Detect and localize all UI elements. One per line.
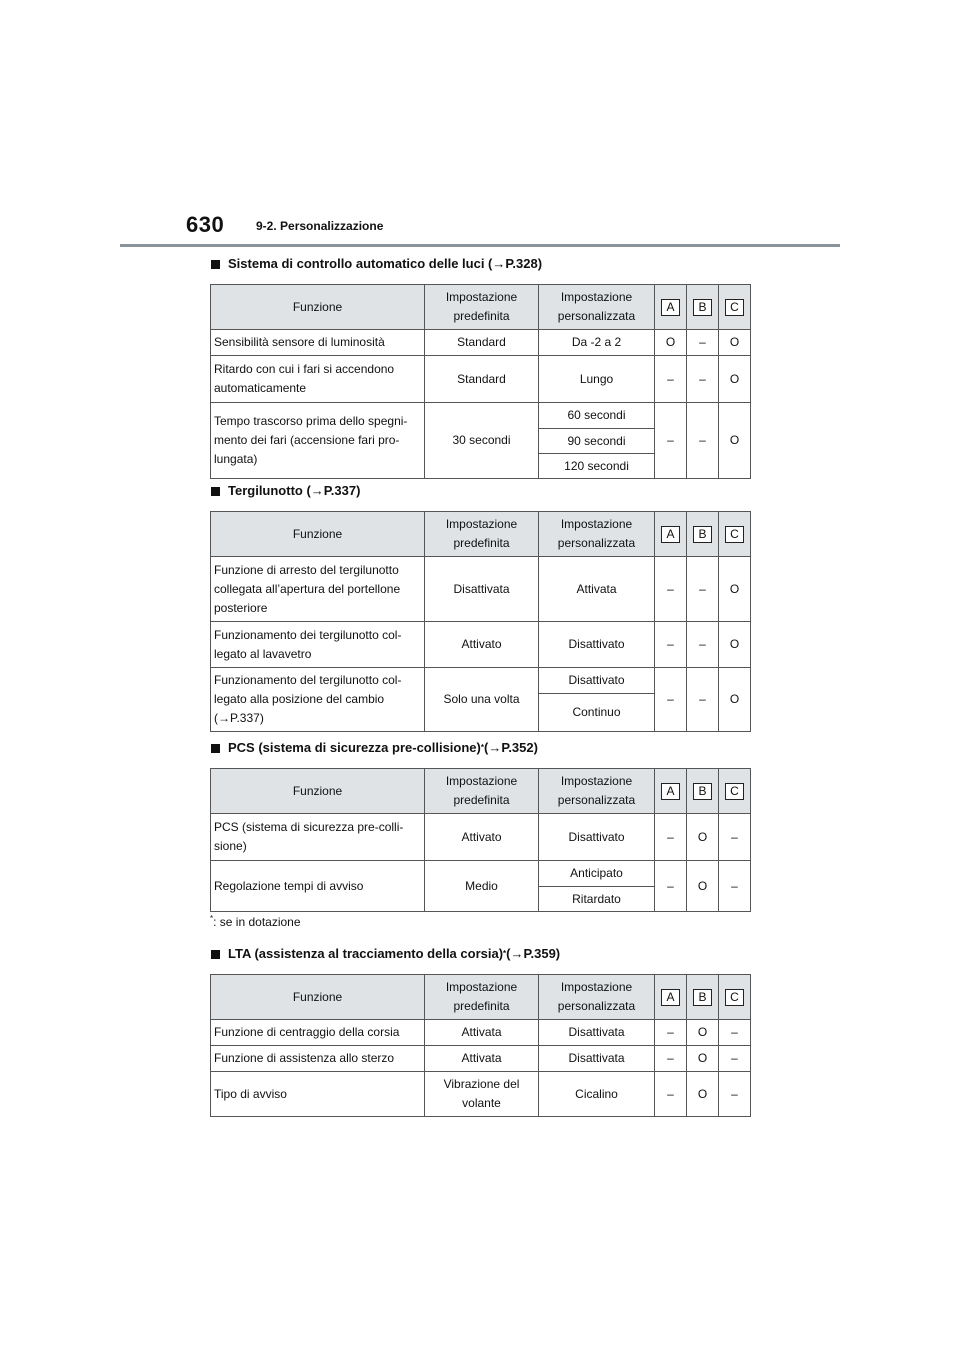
cell-b: O	[687, 1072, 719, 1117]
key-b-icon: B	[693, 526, 712, 543]
table-row	[211, 403, 751, 429]
table-row	[211, 622, 751, 668]
cell-funzione: Funzione di assistenza allo sterzo	[211, 1046, 425, 1072]
header-rule	[120, 244, 840, 247]
cell-personalizzata: Lungo	[539, 356, 655, 403]
section-title	[210, 738, 750, 758]
cell-personalizzata: Ritardato	[539, 887, 655, 912]
cell-b: O	[687, 1046, 719, 1072]
header-predefinita: Impostazione predefinita	[425, 769, 539, 814]
cell-predefinita: Vibrazione del volante	[425, 1072, 539, 1117]
table-row	[211, 668, 751, 694]
page-number: 630	[186, 212, 225, 237]
header-c	[719, 285, 751, 330]
table-row	[211, 1072, 751, 1117]
header-c	[719, 512, 751, 557]
cell-personalizzata: Disattivato	[539, 814, 655, 861]
section-title	[210, 481, 750, 501]
cell-a: –	[655, 861, 687, 912]
section-title-text: Sistema di controllo automatico delle luci (	[228, 256, 493, 271]
key-a-icon: A	[661, 989, 680, 1006]
key-c-icon: C	[725, 526, 744, 543]
section-title-text: LTA (assistenza al tracciamento della corsia)	[228, 946, 504, 961]
cell-personalizzata: Attivata	[539, 557, 655, 622]
cell-c: –	[719, 861, 751, 912]
cell-personalizzata: Da -2 a 2	[539, 330, 655, 356]
cell-personalizzata: Disattivata	[539, 1046, 655, 1072]
cell-personalizzata: Disattivato	[539, 622, 655, 668]
settings-table	[210, 768, 751, 912]
cell-b: –	[687, 668, 719, 732]
cell-funzione: Tempo trascorso prima dello spegni- mento dei fari (accensione fari pro- lungata)	[211, 403, 425, 479]
cell-funzione: Funzione di centraggio della corsia	[211, 1020, 425, 1046]
page-reference-link[interactable]: P.337)	[323, 483, 361, 498]
footnote-marker: *	[503, 949, 507, 958]
header-b	[687, 285, 719, 330]
cell-b: –	[687, 403, 719, 479]
cell-funzione: Ritardo con cui i fari si accendono automaticamente	[211, 356, 425, 403]
cell-predefinita: Standard	[425, 330, 539, 356]
cell-a: –	[655, 403, 687, 479]
page-reference-link[interactable]: P.352)	[501, 740, 538, 755]
key-a-icon: A	[661, 783, 680, 800]
key-a-icon: A	[661, 526, 680, 543]
table-header-row	[211, 769, 751, 814]
cell-b: –	[687, 622, 719, 668]
cell-personalizzata: 90 secondi	[539, 429, 655, 454]
arrow-right-icon: →	[510, 946, 524, 961]
cell-c: –	[719, 1020, 751, 1046]
header-funzione: Funzione	[211, 975, 425, 1020]
key-c-icon: C	[725, 299, 744, 316]
section-tergilunotto	[210, 481, 750, 732]
header-personalizzata: Impostazione personalizzata	[539, 285, 655, 330]
key-c-icon: C	[725, 989, 744, 1006]
key-b-icon: B	[693, 299, 712, 316]
cell-c: –	[719, 1046, 751, 1072]
cell-predefinita: Attivata	[425, 1020, 539, 1046]
table-row	[211, 557, 751, 622]
header-a	[655, 512, 687, 557]
header-predefinita: Impostazione predefinita	[425, 975, 539, 1020]
cell-a: –	[655, 557, 687, 622]
arrow-right-icon: →	[218, 711, 230, 725]
cell-a: –	[655, 1072, 687, 1117]
bullet-square-icon	[211, 260, 220, 269]
cell-funzione: Funzione di arresto del tergilunotto collegata all’apertura del portellone posteriore	[211, 557, 425, 622]
cell-funzione: Funzionamento dei tergilunotto col- legato al lavavetro	[211, 622, 425, 668]
footnote-marker: *	[210, 914, 214, 923]
cell-c: –	[719, 1072, 751, 1117]
settings-table	[210, 511, 751, 732]
table-header-row	[211, 975, 751, 1020]
cell-a: –	[655, 1046, 687, 1072]
cell-b: –	[687, 356, 719, 403]
arrow-right-icon: →	[492, 256, 506, 271]
cell-predefinita: Attivata	[425, 1046, 539, 1072]
header-a	[655, 285, 687, 330]
header-b	[687, 769, 719, 814]
cell-predefinita: Disattivata	[425, 557, 539, 622]
header-c	[719, 769, 751, 814]
cell-personalizzata: Disattivata	[539, 1020, 655, 1046]
cell-c: O	[719, 330, 751, 356]
footnote-marker: *	[480, 743, 484, 752]
header-b	[687, 512, 719, 557]
header-funzione: Funzione	[211, 769, 425, 814]
section-lta	[210, 944, 750, 1117]
header-a	[655, 975, 687, 1020]
cell-predefinita: Medio	[425, 861, 539, 912]
cell-funzione: PCS (sistema di sicurezza pre-colli- sione)	[211, 814, 425, 861]
cell-c: –	[719, 814, 751, 861]
cell-b: O	[687, 861, 719, 912]
cell-funzione: Tipo di avviso	[211, 1072, 425, 1117]
key-a-icon: A	[661, 299, 680, 316]
cell-a: –	[655, 814, 687, 861]
key-c-icon: C	[725, 783, 744, 800]
cell-personalizzata: Disattivato	[539, 668, 655, 694]
page-reference-link: P.337)	[230, 711, 264, 725]
section-title-text: (	[483, 740, 489, 755]
cell-c: O	[719, 403, 751, 479]
cell-personalizzata: 60 secondi	[539, 403, 655, 429]
cell-predefinita: Standard	[425, 356, 539, 403]
cell-b: O	[687, 814, 719, 861]
cell-funzione: Funzionamento del tergilunotto col- legato alla posizione del cambio (→P.337)	[211, 668, 425, 732]
section-title-text: PCS (sistema di sicurezza pre-collisione)	[228, 740, 481, 755]
header-personalizzata: Impostazione personalizzata	[539, 975, 655, 1020]
footnote	[210, 914, 301, 929]
cell-predefinita: 30 secondi	[425, 403, 539, 479]
header-b	[687, 975, 719, 1020]
chapter-title: 9-2. Personalizzazione	[256, 219, 384, 233]
key-b-icon: B	[693, 783, 712, 800]
cell-a: O	[655, 330, 687, 356]
cell-personalizzata: Continuo	[539, 694, 655, 732]
cell-a: –	[655, 622, 687, 668]
table-row	[211, 814, 751, 861]
cell-predefinita: Attivato	[425, 814, 539, 861]
arrow-right-icon: →	[488, 740, 502, 755]
table-row	[211, 1020, 751, 1046]
footnote-text: : se in dotazione	[213, 915, 301, 929]
cell-c: O	[719, 557, 751, 622]
section-title-text: Tergilunotto (	[228, 483, 311, 498]
header-c	[719, 975, 751, 1020]
header-predefinita: Impostazione predefinita	[425, 512, 539, 557]
settings-table	[210, 974, 751, 1117]
cell-c: O	[719, 668, 751, 732]
section-luci	[210, 254, 750, 479]
header-personalizzata: Impostazione personalizzata	[539, 769, 655, 814]
table-header-row	[211, 285, 751, 330]
page-reference-link[interactable]: P.359)	[523, 946, 561, 961]
cell-b: –	[687, 557, 719, 622]
header-predefinita: Impostazione predefinita	[425, 285, 539, 330]
cell-personalizzata: Cicalino	[539, 1072, 655, 1117]
table-header-row	[211, 512, 751, 557]
cell-a: –	[655, 1020, 687, 1046]
section-title	[210, 944, 750, 964]
bullet-square-icon	[211, 744, 220, 753]
settings-table	[210, 284, 751, 479]
table-row	[211, 356, 751, 403]
cell-funzione: Regolazione tempi di avviso	[211, 861, 425, 912]
page-reference-link[interactable]: P.328)	[505, 256, 543, 271]
header-funzione: Funzione	[211, 512, 425, 557]
key-b-icon: B	[693, 989, 712, 1006]
section-pcs	[210, 738, 750, 912]
cell-funzione: Sensibilità sensore di luminosità	[211, 330, 425, 356]
cell-c: O	[719, 622, 751, 668]
table-row	[211, 861, 751, 887]
header-a	[655, 769, 687, 814]
arrow-right-icon: →	[310, 483, 324, 498]
bullet-square-icon	[211, 950, 220, 959]
cell-b: –	[687, 330, 719, 356]
cell-predefinita: Attivato	[425, 622, 539, 668]
header-personalizzata: Impostazione personalizzata	[539, 512, 655, 557]
cell-personalizzata: 120 secondi	[539, 454, 655, 479]
header-funzione: Funzione	[211, 285, 425, 330]
cell-c: O	[719, 356, 751, 403]
bullet-square-icon	[211, 487, 220, 496]
cell-a: –	[655, 668, 687, 732]
cell-predefinita: Solo una volta	[425, 668, 539, 732]
cell-a: –	[655, 356, 687, 403]
table-row	[211, 1046, 751, 1072]
section-title	[210, 254, 750, 274]
section-title-text: (	[506, 946, 511, 961]
cell-personalizzata: Anticipato	[539, 861, 655, 887]
table-row	[211, 330, 751, 356]
cell-b: O	[687, 1020, 719, 1046]
